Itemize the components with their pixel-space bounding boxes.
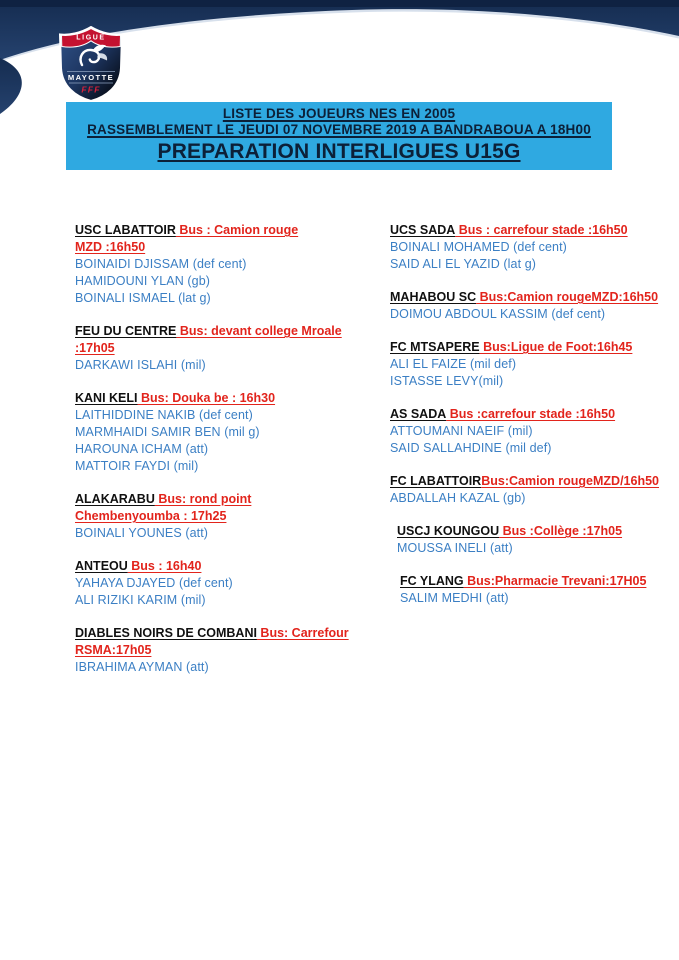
logo-fff-text: FFF: [81, 84, 101, 95]
team-name: ALAKARABU: [75, 492, 155, 506]
team-name: ANTEOU: [75, 559, 128, 573]
bus-info-line2: RSMA:17h05: [75, 643, 152, 657]
player-list: [75, 575, 387, 609]
ligue-mayotte-fff-logo: [57, 26, 125, 102]
player-entry: MATTOIR FAYDI (mil): [75, 459, 199, 473]
team-section: [390, 473, 662, 507]
player-list: [75, 256, 387, 307]
player-entry: SAID SALLAHDINE (mil def): [390, 441, 552, 455]
left-column: [75, 222, 387, 692]
bus-info: Bus:Ligue de Foot:16h45: [479, 340, 633, 354]
team-head: [75, 222, 387, 239]
player-list: [75, 407, 387, 475]
player-entry: DARKAWI ISLAHI (mil): [75, 358, 206, 372]
team-section: [75, 491, 387, 542]
team-head: [397, 523, 662, 540]
bus-info: Bus : Camion rouge: [175, 223, 299, 237]
bus-info: Bus : carrefour stade :16h50: [455, 223, 628, 237]
title-line-3: PREPARATION INTERLIGUES U15G: [157, 140, 521, 163]
team-section: [390, 289, 662, 323]
player-entry: SAID ALI EL YAZID (lat g): [390, 257, 537, 271]
bus-info: Bus: rond point: [154, 492, 252, 506]
player-entry: ALI EL FAIZE (mil def): [390, 357, 517, 371]
player-entry: SALIM MEDHI (att): [400, 591, 509, 605]
player-entry: ISTASSE LEVY(mil): [390, 374, 504, 388]
bus-info: Bus: devant college Mroale: [176, 324, 342, 338]
team-section: [75, 323, 387, 374]
team-section: [390, 339, 662, 390]
player-entry: ATTOUMANI NAEIF (mil): [390, 424, 533, 438]
team-section: [75, 222, 387, 307]
title-line-1: LISTE DES JOUEURS NES EN 2005: [222, 106, 456, 121]
player-list: [75, 659, 387, 676]
team-name: DIABLES NOIRS DE COMBANI: [75, 626, 257, 640]
team-head: [75, 390, 387, 407]
player-list: [390, 306, 662, 323]
team-section: [75, 558, 387, 609]
team-head: [400, 573, 662, 590]
player-list: [390, 423, 662, 457]
player-entry: MOUSSA INELI (att): [397, 541, 513, 555]
bus-info-line2: Chembenyoumba : 17h25: [75, 509, 227, 523]
team-section: [390, 523, 662, 557]
bus-info-line2: :17h05: [75, 341, 115, 355]
player-entry: DOIMOU ABDOUL KASSIM (def cent): [390, 307, 606, 321]
team-name: FC YLANG: [400, 574, 464, 588]
bus-info: Bus: Carrefour: [256, 626, 349, 640]
player-list: [390, 239, 662, 273]
team-listing: [0, 222, 679, 692]
team-name: FC LABATTOIR: [390, 474, 482, 488]
player-entry: HAMIDOUNI YLAN (gb): [75, 274, 211, 288]
player-entry: ALI RIZIKI KARIM (mil): [75, 593, 206, 607]
team-name: USCJ KOUNGOU: [397, 524, 500, 538]
player-list: [75, 357, 387, 374]
bus-info: Bus :carrefour stade :16h50: [446, 407, 616, 421]
player-entry: HAROUNA ICHAM (att): [75, 442, 209, 456]
team-section: [390, 573, 662, 607]
player-entry: ABDALLAH KAZAL (gb): [390, 491, 526, 505]
title-line-2: RASSEMBLEMENT LE JEUDI 07 NOVEMBRE 2019 A BANDRABOUA A 18H00: [87, 122, 591, 137]
team-name: AS SADA: [390, 407, 447, 421]
player-entry: BOINALI ISMAEL (lat g): [75, 291, 211, 305]
player-entry: MARMHAIDI SAMIR BEN (mil g): [75, 425, 260, 439]
team-head: [390, 339, 662, 356]
bus-info-line2: MZD :16h50: [75, 240, 146, 254]
right-column: [387, 222, 662, 692]
team-name: FC MTSAPERE: [390, 340, 480, 354]
team-name: MAHABOU SC: [390, 290, 477, 304]
team-section: [390, 406, 662, 457]
team-head: [390, 473, 662, 490]
bus-info: Bus : 16h40: [127, 559, 202, 573]
player-list: [397, 540, 662, 557]
team-section: [390, 222, 662, 273]
player-list: [390, 490, 662, 507]
team-name: USC LABATTOIR: [75, 223, 176, 237]
player-entry: BOINALI YOUNES (att): [75, 526, 209, 540]
logo-ligue-text: LIGUE: [76, 34, 106, 42]
player-list: [390, 356, 662, 390]
team-head: [390, 406, 662, 423]
team-head: [75, 558, 387, 575]
team-head: [75, 491, 387, 508]
player-entry: IBRAHIMA AYMAN (att): [75, 660, 209, 674]
bus-info: Bus:Camion rougeMZD/16h50: [481, 474, 660, 488]
team-section: [75, 390, 387, 475]
bus-info: Bus: Douka be : 16h30: [137, 391, 276, 405]
team-name: FEU DU CENTRE: [75, 324, 177, 338]
player-entry: YAHAYA DJAYED (def cent): [75, 576, 233, 590]
team-head: [75, 323, 387, 340]
player-list: [400, 590, 662, 607]
player-list: [75, 525, 387, 542]
top-banner: [0, 0, 679, 100]
player-entry: BOINAIDI DJISSAM (def cent): [75, 257, 247, 271]
team-head: [390, 289, 662, 306]
player-entry: BOINALI MOHAMED (def cent): [390, 240, 567, 254]
player-entry: LAITHIDDINE NAKIB (def cent): [75, 408, 253, 422]
bus-info: Bus:Pharmacie Trevani:17H05: [463, 574, 647, 588]
logo-mayotte-text: MAYOTTE: [67, 73, 115, 82]
bus-info: Bus:Camion rougeMZD:16h50: [476, 290, 659, 304]
team-section: [75, 625, 387, 676]
team-head: [390, 222, 662, 239]
team-name: KANI KELI: [75, 391, 138, 405]
team-name: UCS SADA: [390, 223, 456, 237]
team-head: [75, 625, 387, 642]
bus-info: Bus :Collège :17h05: [499, 524, 623, 538]
